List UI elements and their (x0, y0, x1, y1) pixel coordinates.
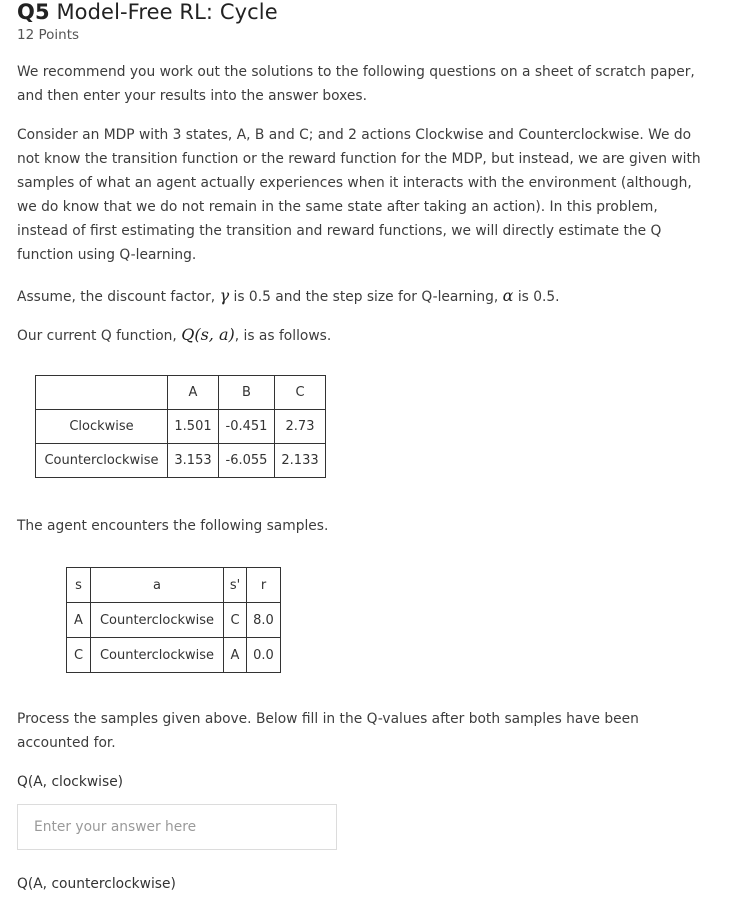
q-table-col-c: C (275, 376, 326, 410)
samples-header-r: r (247, 568, 281, 603)
q-table-action: Counterclockwise (36, 444, 168, 478)
q-table-row (36, 410, 326, 444)
samples-header-a: a (91, 568, 224, 603)
sample-cell: Counterclockwise (91, 603, 224, 638)
sample-cell: 8.0 (247, 603, 281, 638)
q-table-cell: 3.153 (168, 444, 219, 478)
q-function-math: Q(s, a) (181, 325, 235, 344)
assumption-paragraph: Assume, the discount factor, γ is 0.5 and the step size for Q-learning, α is 0.5. (17, 286, 560, 305)
answer-input-q-a-clockwise[interactable] (17, 804, 337, 850)
q-table-row (36, 444, 326, 478)
gamma-symbol: γ (219, 286, 230, 305)
sample-cell: C (224, 603, 247, 638)
sample-cell: Counterclockwise (91, 638, 224, 673)
q-table-col-b: B (219, 376, 275, 410)
current-q-paragraph: Our current Q function, Q(s, a), is as follows. (17, 325, 332, 344)
q-table-cell: 2.133 (275, 444, 326, 478)
q-table (35, 375, 326, 478)
samples-table (66, 567, 281, 673)
q-table-corner (36, 376, 168, 410)
samples-row (67, 603, 281, 638)
q-table-header-row (36, 376, 326, 410)
question-title (17, 0, 278, 24)
question-points: 12 Points (17, 27, 80, 43)
q-table-col-a: A (168, 376, 219, 410)
q-table-cell: 2.73 (275, 410, 326, 444)
sample-cell: C (67, 638, 91, 673)
answer-label-q-a-counterclockwise: Q(A, counterclockwise) (17, 876, 176, 892)
samples-header-s: s (67, 568, 91, 603)
samples-header-sprime: s' (224, 568, 247, 603)
samples-intro: The agent encounters the following samples. (17, 518, 329, 534)
sample-cell: 0.0 (247, 638, 281, 673)
problem-paragraph: Consider an MDP with 3 states, A, B and C; and 2 actions Clockwise and Counterclockwise. We do not know the transition function or the reward function for the MDP, but instead, we are given with samples of what an agent actually experiences when it interacts with the environment (although, we do know that we do not remain in the same state after taking an action). In this problem, instead of first estimating the transition and reward functions, we will directly estimate the Q function using Q-learning. (17, 127, 701, 263)
samples-row (67, 638, 281, 673)
question-name: Model-Free RL: Cycle (56, 0, 278, 24)
process-paragraph: Process the samples given above. Below fill in the Q-values after both samples have been accounted for. (17, 711, 639, 751)
intro-paragraph: We recommend you work out the solutions to the following questions on a sheet of scratch paper, and then enter your results into the answer boxes. (17, 64, 695, 104)
question-number: Q5 (17, 0, 50, 24)
q-table-cell: -6.055 (219, 444, 275, 478)
samples-header-row (67, 568, 281, 603)
q-table-cell: -0.451 (219, 410, 275, 444)
alpha-symbol: α (502, 286, 514, 305)
q-table-action: Clockwise (36, 410, 168, 444)
sample-cell: A (224, 638, 247, 673)
sample-cell: A (67, 603, 91, 638)
q-table-cell: 1.501 (168, 410, 219, 444)
answer-label-q-a-clockwise: Q(A, clockwise) (17, 774, 124, 790)
